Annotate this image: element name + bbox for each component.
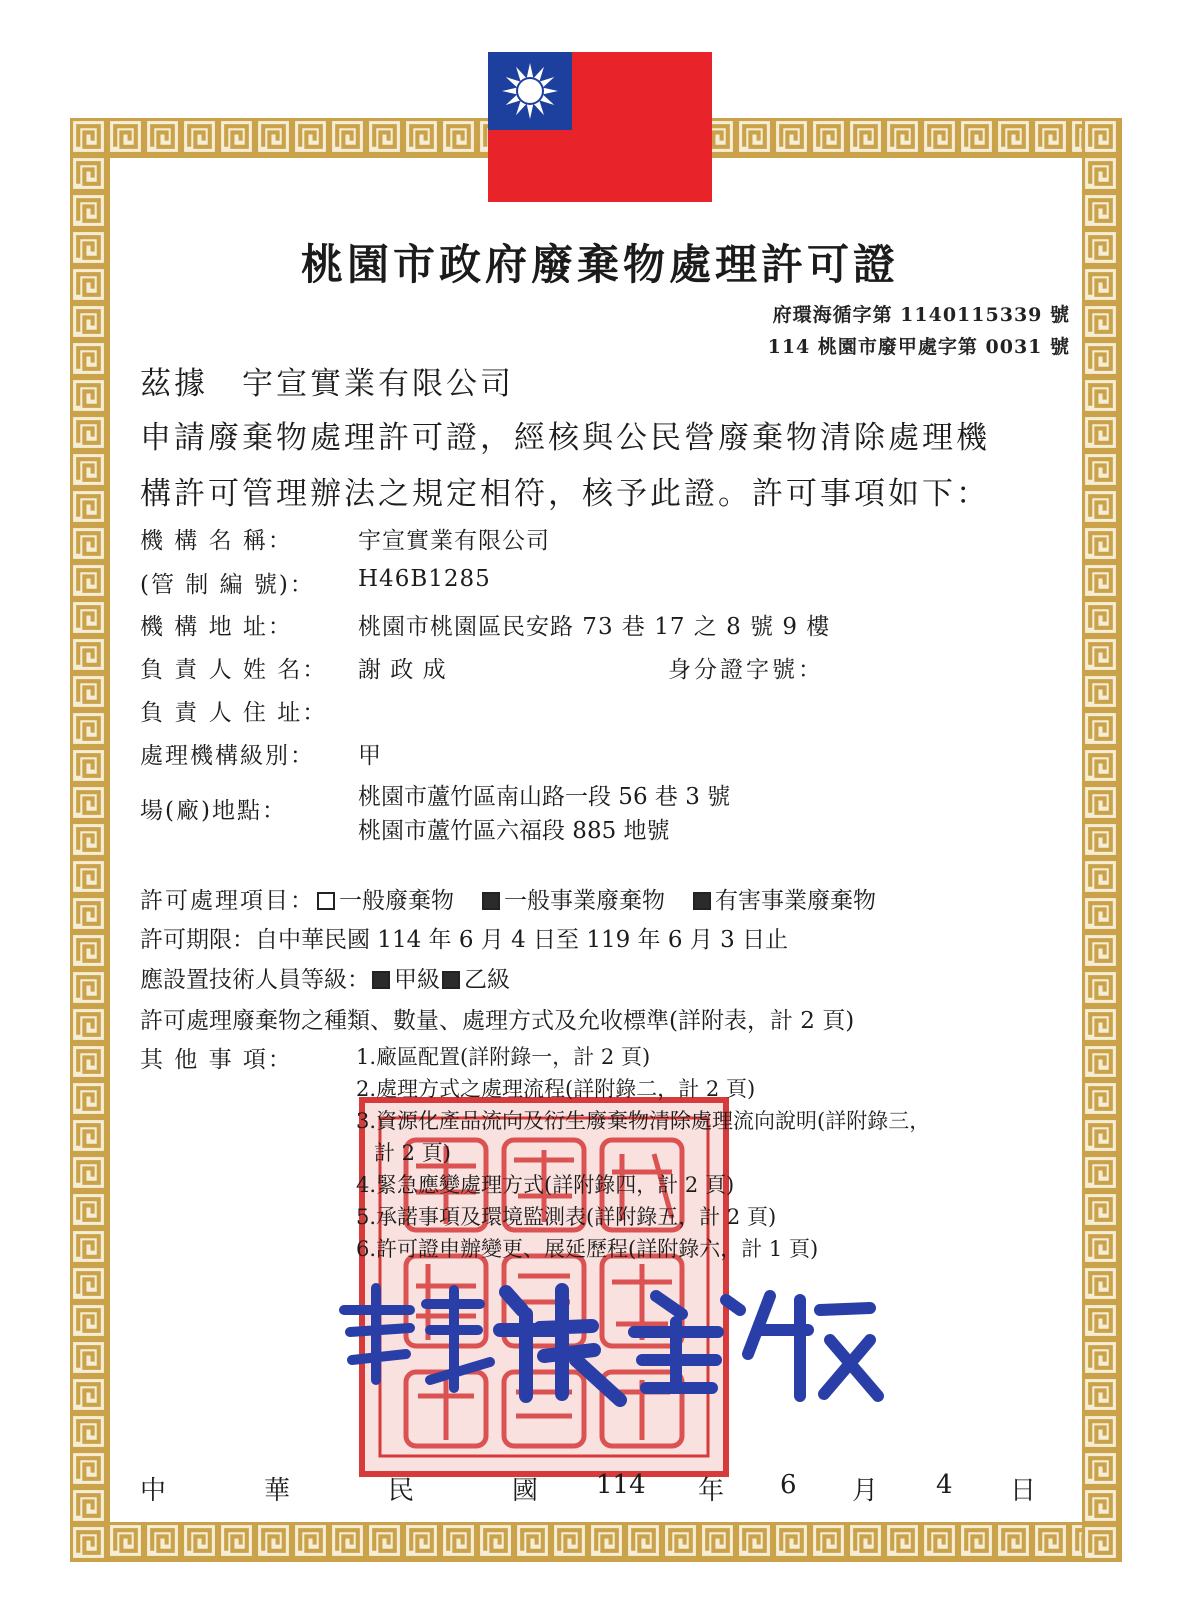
grade-label: 處理機構級別： bbox=[140, 743, 315, 769]
other-items-label: 其 他 事 項： bbox=[140, 1047, 293, 1073]
other-item-5: 5.承諾事項及環境監測表(詳附錄五，計 2 頁) bbox=[356, 1205, 777, 1229]
site-value-1: 桃園市蘆竹區南山路一段 56 巷 3 號 bbox=[358, 784, 731, 810]
date-month: 6 bbox=[780, 1470, 797, 1500]
control-no-label: (管 制 編 號)： bbox=[140, 572, 315, 598]
checkbox-industrial-waste bbox=[482, 892, 500, 910]
checkbox-tech-grade-b bbox=[442, 971, 460, 989]
grade-value: 甲 bbox=[358, 743, 382, 769]
other-item-4: 4.緊急應變處理方式(詳附錄四，計 2 頁) bbox=[356, 1173, 735, 1197]
date-char-2: 華 bbox=[264, 1476, 291, 1506]
id-number-label: 身分證字號： bbox=[668, 657, 824, 683]
intro-company: 宇宣實業有限公司 bbox=[242, 366, 514, 402]
reference-number-2: 114 桃園市廢甲處字第 0031 號 bbox=[767, 336, 1070, 358]
border-bottom bbox=[70, 1522, 1122, 1562]
owner-value: 謝 政 成 bbox=[358, 657, 447, 683]
permit-items-row bbox=[140, 882, 876, 915]
other-items-list bbox=[356, 1041, 930, 1265]
border-left bbox=[70, 118, 110, 1562]
tech-level-row bbox=[140, 961, 510, 994]
waste-types-line: 許可處理廢棄物之種類、數量、處理方式及允收標準(詳附表，計 2 頁) bbox=[140, 1008, 855, 1034]
border-right bbox=[1082, 118, 1122, 1562]
flag-icon bbox=[488, 52, 712, 202]
date-day: 4 bbox=[936, 1470, 953, 1500]
date-char-3: 民 bbox=[388, 1476, 415, 1506]
org-name-label: 機 構 名 稱： bbox=[140, 528, 293, 554]
owner-address-label: 負 責 人 住 址： bbox=[140, 700, 328, 726]
mayor-signature bbox=[330, 1270, 890, 1410]
site-value-2: 桃園市蘆竹區六福段 885 地號 bbox=[358, 818, 670, 844]
date-year: 114 bbox=[596, 1470, 646, 1500]
site-row bbox=[140, 792, 287, 825]
other-item-3: 3.資源化產品流向及衍生廢棄物清除處理流向說明(詳附錄三， bbox=[356, 1109, 931, 1133]
grade-row bbox=[140, 737, 382, 770]
date-char-1: 中 bbox=[140, 1476, 167, 1506]
address-label: 機 構 地 址： bbox=[140, 614, 293, 640]
address-row bbox=[140, 608, 831, 641]
address-value: 桃園市桃園區民安路 73 巷 17 之 8 號 9 樓 bbox=[358, 614, 831, 640]
other-item-3-cont: 計 2 頁) bbox=[374, 1141, 451, 1165]
issue-date bbox=[140, 1470, 1040, 1510]
intro-line-1 bbox=[140, 358, 514, 403]
checkbox-hazardous-waste bbox=[693, 892, 711, 910]
checkbox-tech-grade-a bbox=[372, 971, 390, 989]
date-char-4: 國 bbox=[512, 1476, 539, 1506]
control-no-value: H46B1285 bbox=[358, 566, 491, 592]
tech-level-label: 應設置技術人員等級： bbox=[140, 967, 370, 993]
checkbox-general-waste bbox=[317, 892, 335, 910]
date-day-char: 日 bbox=[1010, 1476, 1037, 1506]
org-name-row bbox=[140, 522, 550, 555]
date-year-char: 年 bbox=[698, 1476, 725, 1506]
permit-item-1: 一般廢棄物 bbox=[339, 888, 454, 914]
intro-prefix: 茲據 bbox=[140, 366, 208, 402]
other-items-row bbox=[140, 1041, 293, 1074]
control-no-row bbox=[140, 566, 491, 599]
reference-number-1: 府環海循字第 1140115339 號 bbox=[772, 304, 1070, 326]
tech-level-2: 乙級 bbox=[464, 967, 510, 993]
other-item-2: 2.處理方式之處理流程(詳附錄二，計 2 頁) bbox=[356, 1077, 756, 1101]
permit-item-2: 一般事業廢棄物 bbox=[504, 888, 665, 914]
owner-address-row bbox=[140, 694, 327, 727]
site-label: 場(廠)地點： bbox=[140, 798, 287, 824]
permit-item-3: 有害事業廢棄物 bbox=[715, 888, 876, 914]
owner-label: 負 責 人 姓 名： bbox=[140, 657, 328, 683]
page-title: 桃園市政府廢棄物處理許可證 bbox=[300, 240, 899, 289]
owner-row bbox=[140, 651, 824, 684]
intro-line-2: 申請廢棄物處理許可證，經核與公民營廢棄物清除處理機 bbox=[140, 420, 990, 456]
permit-items-label: 許可處理項目： bbox=[140, 888, 315, 914]
intro-line-3: 構許可管理辦法之規定相符，核予此證。許可事項如下： bbox=[140, 476, 990, 512]
permit-period: 許可期限：自中華民國 114 年 6 月 4 日至 119 年 6 月 3 日止 bbox=[140, 927, 789, 953]
org-name-value: 宇宣實業有限公司 bbox=[358, 528, 550, 554]
other-item-6: 6.許可證申辦變更、展延歷程(詳附錄六，計 1 頁) bbox=[356, 1237, 819, 1261]
other-item-1: 1.廠區配置(詳附錄一，計 2 頁) bbox=[356, 1045, 651, 1069]
date-month-char: 月 bbox=[852, 1476, 879, 1506]
tech-level-1: 甲級 bbox=[394, 967, 440, 993]
